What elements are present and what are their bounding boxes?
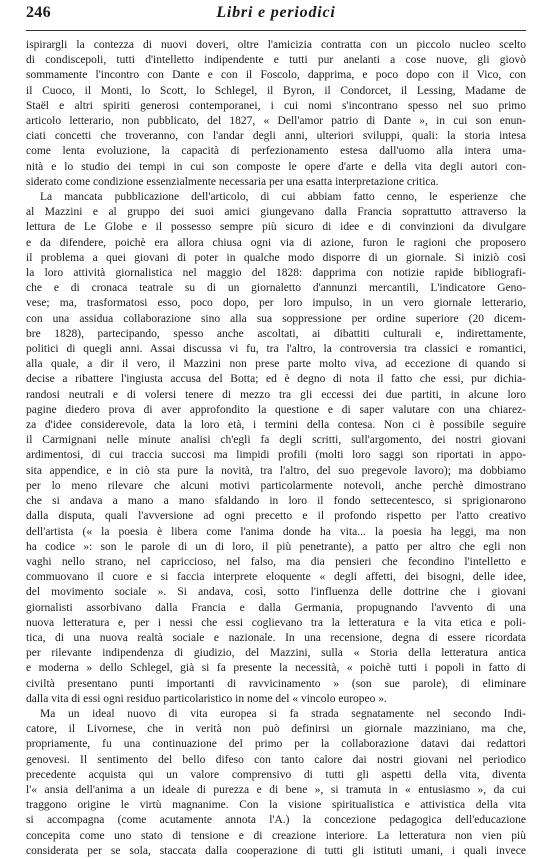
text-line: dalla vita di essi ogni residuo particolaristico in nome del « vincolo europeo ». xyxy=(26,692,387,705)
text-line: per lo meno rilevare che alcuni motivi particolarmente notevoli, anche perchè dimostrano xyxy=(26,479,526,492)
text-line: il problema a quei giovani di poter in qualche modo disporre di un giornale. Si iniziò così xyxy=(26,251,526,264)
text-line: ardimentosi, di cui traccia succosi ma limpidi profili (molti loro saggi son riportati in appo- xyxy=(26,449,526,462)
text-line: con una assidua collaborazione sino alla sua soppressione per ordine superiore (20 dicem- xyxy=(26,312,526,325)
text-line: e da difendere, poichè era allora chiusa ogni via di azione, furon le ragioni che proposero xyxy=(26,236,526,249)
text-line: civiltà presentano punti importanti di ravvicinamento » (son sue parole), di eliminare xyxy=(26,677,526,690)
text-line: Ma un ideal nuovo di vita europea si fa strada segnatamente nel secondo Indi- xyxy=(40,707,526,720)
paragraph xyxy=(26,38,526,190)
text-line: decise a ribattere l'ingiusta accusa del Botta; ed è degno di nota il fatto che essi, pur dichia- xyxy=(26,373,526,386)
text-line: vaghi nello strano, nel capriccioso, nel falso, ma dia pensieri che fecondino l'intelletto e xyxy=(26,555,526,568)
text-line: concepita come uno stato di tensione e di creazione interiore. La letteratura non vien più xyxy=(26,829,526,842)
body-text xyxy=(26,38,526,859)
text-line: alla quale, a dir il vero, il Mazzini non prese parte molto viva, ad eccezione di quando si xyxy=(26,358,526,371)
page-header xyxy=(26,4,526,26)
text-line: sita appendice, e in ciò sta pure la novità, tra l'altro, del suo pregevole lavoro); ma dobbiamo xyxy=(26,464,526,477)
text-line: La mancata pubblicazione dell'articolo, di cui abbiam fatto cenno, le esperienze che xyxy=(40,191,526,204)
text-line: come lenta evoluzione, la capacità di perfezionamento estesa dall'uomo alla intera uma- xyxy=(26,145,526,158)
text-line: l'« ansia dell'anima a un ideale di purezza e di bene », si tramuta in « entusiasmo », da cui xyxy=(26,783,526,796)
text-line: per rilevante indipendenza di giudizio, del Mazzini, sulla « Storia della letteratura antica xyxy=(26,647,526,660)
text-line: considerata per se sola, staccata dalla cooperazione di tutti gli istituti umani, i quali invece xyxy=(26,844,526,857)
text-line: nità e lo studio dei tempi in cui son composte le opere d'arte e della vita degli autori con- xyxy=(26,160,526,173)
text-line: precedente acquista qui un valore comprensivo di tutti gli aspetti della vita, diventa xyxy=(26,768,526,781)
text-line: al Mazzini e al gruppo dei suoi amici giungevano dalla Francia soprattutto attraverso la xyxy=(26,206,526,219)
header-rule xyxy=(26,30,526,31)
paragraph xyxy=(26,190,526,707)
text-line: politici di quegli anni. Assai discussa vi fu, tra l'altro, la controversia tra classici e romantici, xyxy=(26,343,526,356)
text-line: vese; ma, trasformatosi esso, poco dopo, per loro impulso, in un vero giornale letterario, xyxy=(26,297,526,310)
text-line: genovesi. Il sentimento del bello difeso con tanto calore dai nostri giovani nel periodico xyxy=(26,753,526,766)
text-line: il Carmignani nelle minute analisi ch'egli fa degli scritti, sull'argomento, dei nostri giovani xyxy=(26,434,526,447)
text-line: si accompagna (come acutamente annota l'A.) la concezione pedagogica dell'educazione xyxy=(26,814,526,827)
text-line: commuovano il cuore e si faccia interprete eloquente « degli affetti, dei bisogni, delle idee, xyxy=(26,571,526,584)
text-line: siderato come condizione essenzialmente necessaria per una esatta interpretazione critica. xyxy=(26,175,439,188)
text-line: la loro attività giornalistica nel maggio del 1828: dapprima con notizie rapide bibliografi- xyxy=(26,267,526,280)
text-line: bre 1828), partecipando, spesso anche ascoltati, ai dibattiti culturali e, indirettamente, xyxy=(26,327,526,340)
text-line: articolo letterario, non pubblicato, del 1827, « Dell'amor patrio di Dante », in cui son enun- xyxy=(26,115,526,128)
text-line: giornalisti assorbivano dalla Francia e dalla Germania, propugnando l'avvento di una xyxy=(26,601,526,614)
text-line: nuova letteratura e, per i nessi che essi coglievano tra la letteratura e la vita etica e poli- xyxy=(26,616,526,629)
text-line: randosi neutrali e di volersi tenere di mezzo tra gli eccessi dei due partiti, in alcune loro xyxy=(26,388,526,401)
text-line: ispirargli la contezza di nuovi doveri, oltre l'amicizia contratta con un piccolo nucleo scelto xyxy=(26,39,526,51)
text-line: che e di cronaca teatrale su di un giornaletto d'annunzi mercantili, L'indicatore Geno- xyxy=(26,282,526,295)
text-line: sommamente l'incontro con Dante e con il Foscolo, dapprima, e poco dopo con il Vico, con xyxy=(26,69,526,82)
text-line: catore, il Livornese, che in verità non può definirsi un giornale mazziniano, ma che, xyxy=(26,723,526,736)
text-line: ciati concetti che troveranno, con l'andar degli anni, ulteriori sviluppi, quali: la storia intesa xyxy=(26,130,526,143)
running-head: Libri e periodici xyxy=(216,4,336,21)
text-line: che si andava a mano a mano sfaldando in loro il fondo settecentesco, si sprigionarono xyxy=(26,495,526,508)
paragraph xyxy=(26,707,526,859)
text-line: lettura de Le Globe e il possesso sempre più sicuro di idee e di convinzioni da divulgare xyxy=(26,221,526,234)
text-line: il Cuoco, il Monti, lo Scott, lo Schlegel, il Byron, il Condorcet, il Lessing, Madame de xyxy=(26,84,526,97)
text-line: del movimento sociale ». Si andava, così, sotto l'influenza delle dottrine che i giovani xyxy=(26,586,526,599)
text-line: di condiscepoli, tutti d'intelletto indipendente e tutti pur anelanti a cose nuove, gli giovò xyxy=(26,54,526,67)
text-line: pagine diedero prova di aver approfondito la questione e di saper valutare con una chiarez- xyxy=(26,403,526,416)
text-line: tica, di una nuova realtà sociale e nazionale. In una recensione, degna di essere ricordata xyxy=(26,631,526,644)
text-line: dell'artista (« la poesia è libera come l'anima donde ha vita... la poesia ha leggi, ma non xyxy=(26,525,526,538)
text-line: propriamente, fu una continuazione del primo per la collaborazione datavi dai redattori xyxy=(26,738,526,751)
page-number: 246 xyxy=(26,4,51,21)
text-line: traggono origine le virtù magnanime. Con la visione spiritualistica e attivistica della vita xyxy=(26,799,526,812)
text-line: dalla disputa, quali l'avversione ad ogni precetto e il profondo rispetto per l'atto creativo xyxy=(26,510,526,523)
text-line: za d'idee considerevole, data la loro età, i termini della contesa. Non ci è possibile seguire xyxy=(26,419,526,432)
text-line: Staël e altri spiriti generosi contemporanei, i cui nomi s'incontrano spesso nel suo primo xyxy=(26,99,526,112)
text-line: ha codice »: son le parole di un di loro, il più penetrante), a patto per altro che egli non xyxy=(26,540,526,553)
text-line: e moderna » dello Schlegel, già si fa presente la necessità, « poichè tutti i popoli in fatto di xyxy=(26,662,526,675)
